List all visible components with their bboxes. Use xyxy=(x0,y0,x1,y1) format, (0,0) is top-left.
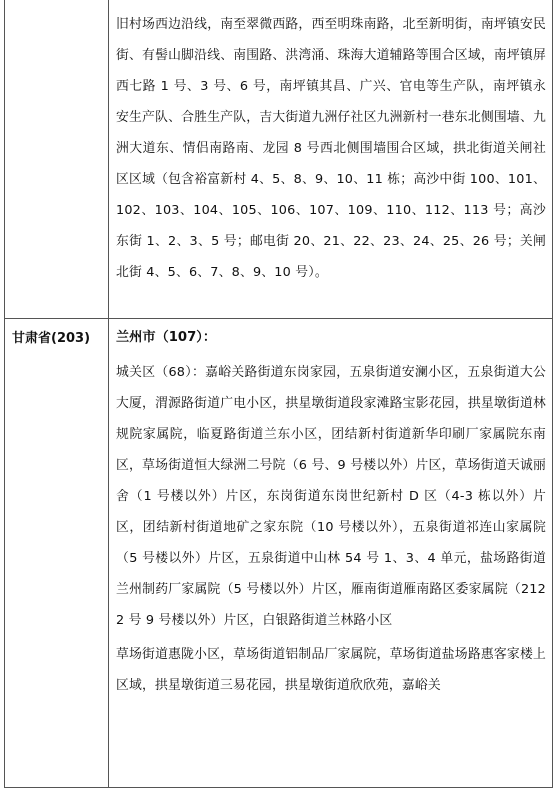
region-list-cell xyxy=(109,319,553,788)
province-cell xyxy=(5,319,109,788)
province-cell-empty xyxy=(5,0,109,319)
table-row xyxy=(5,319,553,788)
city-label: 兰州市（107）： xyxy=(116,330,217,345)
table-row xyxy=(5,0,553,319)
district-text: 城关区（68）：嘉峪关路街道东岗家园，五泉街道安澜小区，五泉街道大公大厦，渭源路街道广电小区，拱星墩街道段家滩路宝影花园，拱星墩街道林规院家属院，临夏路街道兰东小区，团结新村街道新华印刷厂家属院东南区，草场街道恒大绿洲二号院（6 号、9 号楼以外）片区，草场街道天诚丽舍（1 号楼以外）片区，东岗街道东岗世纪新村 D 区（4-3 栋以外）片区，团结新村街道地矿之家东院（10 号楼以外），五泉街道祁连山家属院（5 号楼以外）片区，五泉街道中山林 54 号 1、3、4 单元，盐场路街道兰州制药厂家属院（5 号楼以外）片区，雁南街道雁南路区委家属院（2122 号 9 号楼以外）片区，白银路街道兰林路小区 xyxy=(116,365,546,628)
region-list-cell xyxy=(109,0,553,319)
regions-table xyxy=(4,0,553,788)
province-label: 甘肃省(203) xyxy=(12,331,91,346)
district-text-continued: 草场街道惠陇小区，草场街道铝制品厂家属院，草场街道盐场路惠客家楼上区域，拱星墩街道三易花园，拱星墩街道欣欣苑，嘉峪关 xyxy=(116,647,546,693)
prev-region-text: 旧村场西边沿线，南至翠微西路，西至明珠南路，北至新明街，南坪镇安民街、有髻山脚沿线、南围路、洪湾涌、珠海大道辅路等围合区域，南坪镇屏西七路 1 号、3 号、6 号，南坪镇其昌、广兴、官电等生产队，南坪镇永安生产队、合胜生产队，吉大街道九洲仔社区九洲新村一巷东北侧围墙、九洲大道东、情侣南路南、龙园 8 号西北侧围墙围合区域，拱北街道关闸社区区域（包含裕富新村 4、5、8、9、10、11 栋；高沙中街 100、101、102、103、104、105、106、107、109、110、112、113 号；高沙东街 1、2、3、5 号；邮电街 20、21、22、23、24、25、26 号；关闸北街 4、5、6、7、8、9、10 号）。 xyxy=(116,17,546,280)
